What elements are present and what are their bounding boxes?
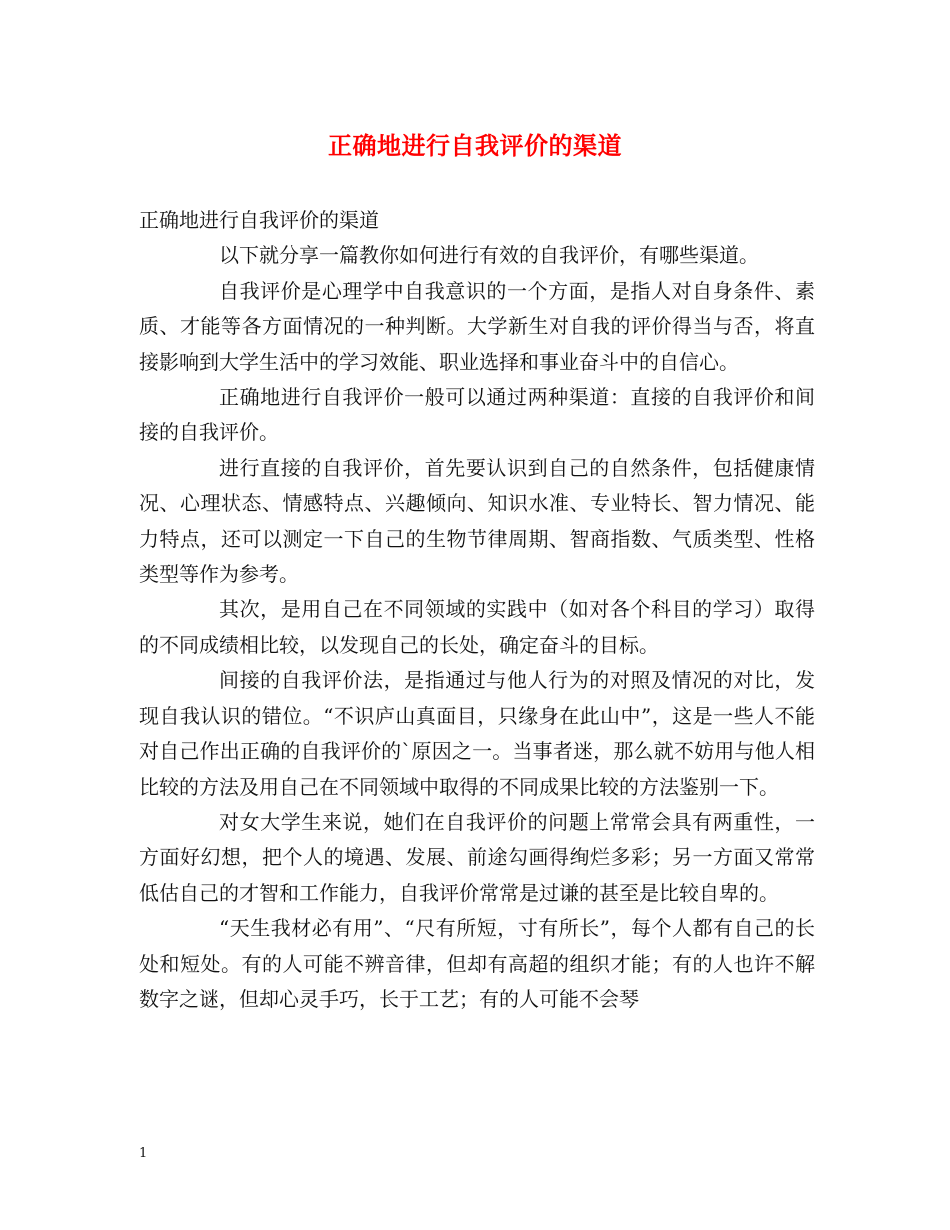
document-title: 正确地进行自我评价的渠道 bbox=[328, 131, 622, 160]
paragraph-5: 其次，是用自己在不同领域的实践中（如对各个科目的学习）取得的不同成绩相比较，以发现自己的长处，确定奋斗的目标。 bbox=[139, 597, 815, 657]
paragraph-8: “天生我材必有用”、“尺有所短，寸有所长”，每个人都有自己的长处和短处。有的人可能不辨音律，但却有高超的组织才能；有的人也许不解数字之谜，但却心灵手巧，长于工艺；有的人可能不会琴 bbox=[139, 916, 815, 1011]
paragraph-1: 以下就分享一篇教你如何进行有效的自我评价，有哪些渠道。 bbox=[219, 243, 759, 268]
paragraph-2: 自我评价是心理学中自我意识的一个方面，是指人对自身条件、素质、才能等各方面情况的一种判断。大学新生对自我的评价得当与否，将直接影响到大学生活中的学习效能、职业选择和事业奋斗中的自信心。 bbox=[139, 278, 815, 374]
paragraph-3: 正确地进行自我评价一般可以通过两种渠道：直接的自我评价和间接的自我评价。 bbox=[139, 385, 815, 445]
paragraph-4: 进行直接的自我评价，首先要认识到自己的自然条件，包括健康情况、心理状态、情感特点、兴趣倾向、知识水准、专业特长、智力情况、能力特点，还可以测定一下自己的生物节律周期、智商指数、气质类型、性格类型等作为参考。 bbox=[139, 455, 815, 587]
document-subtitle: 正确地进行自我评价的渠道 bbox=[139, 208, 379, 232]
page-number: 1 bbox=[139, 1146, 148, 1161]
document-body bbox=[139, 203, 815, 1017]
paragraph-6: 间接的自我评价法，是指通过与他人行为的对照及情况的对比，发现自我认识的错位。“不识庐山真面目，只缘身在此山中”，这是一些人不能对自己作出正确的自我评价的`原因之一。当事者迷，那么就不妨用与他人相比较的方法及用自己在不同领域中取得的不同成果比较的方法鉴别一下。 bbox=[139, 668, 815, 799]
paragraph-7: 对女大学生来说，她们在自我评价的问题上常常会具有两重性，一方面好幻想，把个人的境遇、发展、前途勾画得绚烂多彩；另一方面又常常低估自己的才智和工作能力，自我评价常常是过谦的甚至是比较自卑的。 bbox=[139, 809, 815, 905]
